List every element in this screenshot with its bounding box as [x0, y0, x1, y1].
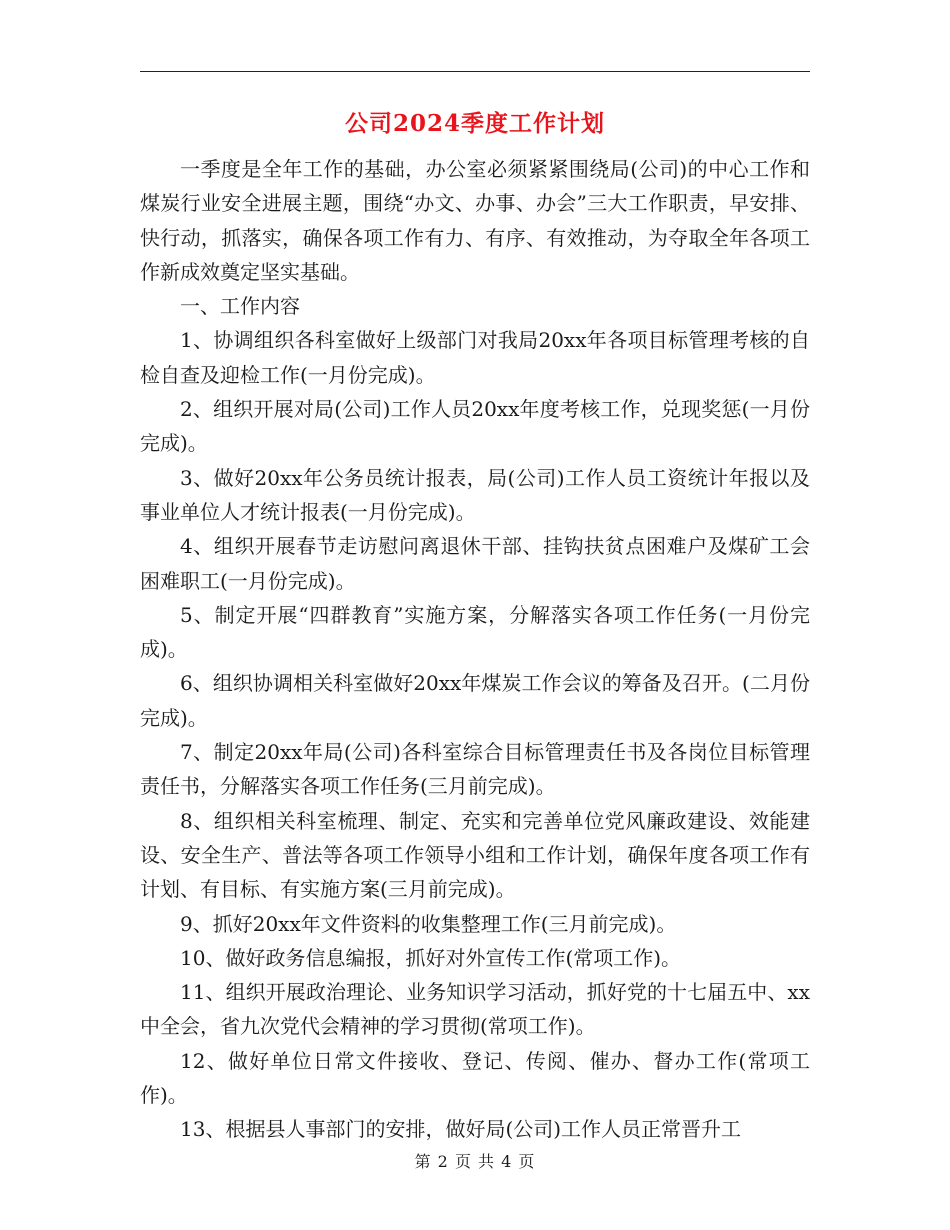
- list-item: 1、协调组织各科室做好上级部门对我局20xx年各项目标管理考核的自检自查及迎检工作(一月份完成)。: [140, 328, 810, 387]
- document-title: 公司2024季度工作计划: [344, 110, 605, 137]
- list-item: 11、组织开展政治理论、业务知识学习活动，抓好党的十七届五中、xx中全会，省九次党代会精神的学习贯彻(常项工作)。: [140, 980, 810, 1039]
- list-item: 3、做好20xx年公务员统计报表，局(公司)工作人员工资统计年报以及事业单位人才统计报表(一月份完成)。: [140, 465, 810, 524]
- list-item: 10、做好政务信息编报，抓好对外宣传工作(常项工作)。: [180, 945, 682, 970]
- section-heading: 一、工作内容: [180, 294, 300, 319]
- document-body: [140, 152, 810, 1147]
- header-rule: [140, 71, 810, 72]
- page-number-footer: 第 2 页 共 4 页: [414, 1152, 536, 1171]
- list-item: 7、制定20xx年局(公司)各科室综合目标管理责任书及各岗位目标管理责任书，分解落实各项工作任务(三月前完成)。: [140, 740, 810, 799]
- list-item: 12、做好单位日常文件接收、登记、传阅、催办、督办工作(常项工作)。: [140, 1048, 810, 1108]
- list-item: 9、抓好20xx年文件资料的收集整理工作(三月前完成)。: [180, 911, 677, 936]
- list-item: 2、组织开展对局(公司)工作人员20xx年度考核工作，兑现奖惩(一月份完成)。: [140, 397, 810, 456]
- list-item: 5、制定开展“四群教育”实施方案，分解落实各项工作任务(一月份完成)。: [140, 602, 810, 662]
- list-item: 4、组织开展春节走访慰问离退休干部、挂钩扶贫点困难户及煤矿工会困难职工(一月份完成)。: [140, 534, 810, 593]
- list-item: 8、组织相关科室梳理、制定、充实和完善单位党风廉政建设、效能建设、安全生产、普法等各项工作领导小组和工作计划，确保年度各项工作有计划、有目标、有实施方案(三月前完成)。: [140, 808, 810, 902]
- list-item: 13、根据县人事部门的安排，做好局(公司)工作人员正常晋升工: [180, 1117, 742, 1142]
- paragraph-intro: 一季度是全年工作的基础，办公室必须紧紧围绕局(公司)的中心工作和煤炭行业安全进展主题，围绕“办文、办事、办会”三大工作职责，早安排、快行动，抓落实，确保各项工作有力、有序、有效推动，为夺取全年各项工作新成效奠定坚实基础。: [140, 157, 810, 284]
- list-item: 6、组织协调相关科室做好20xx年煤炭工作会议的筹备及召开。(二月份完成)。: [140, 671, 810, 730]
